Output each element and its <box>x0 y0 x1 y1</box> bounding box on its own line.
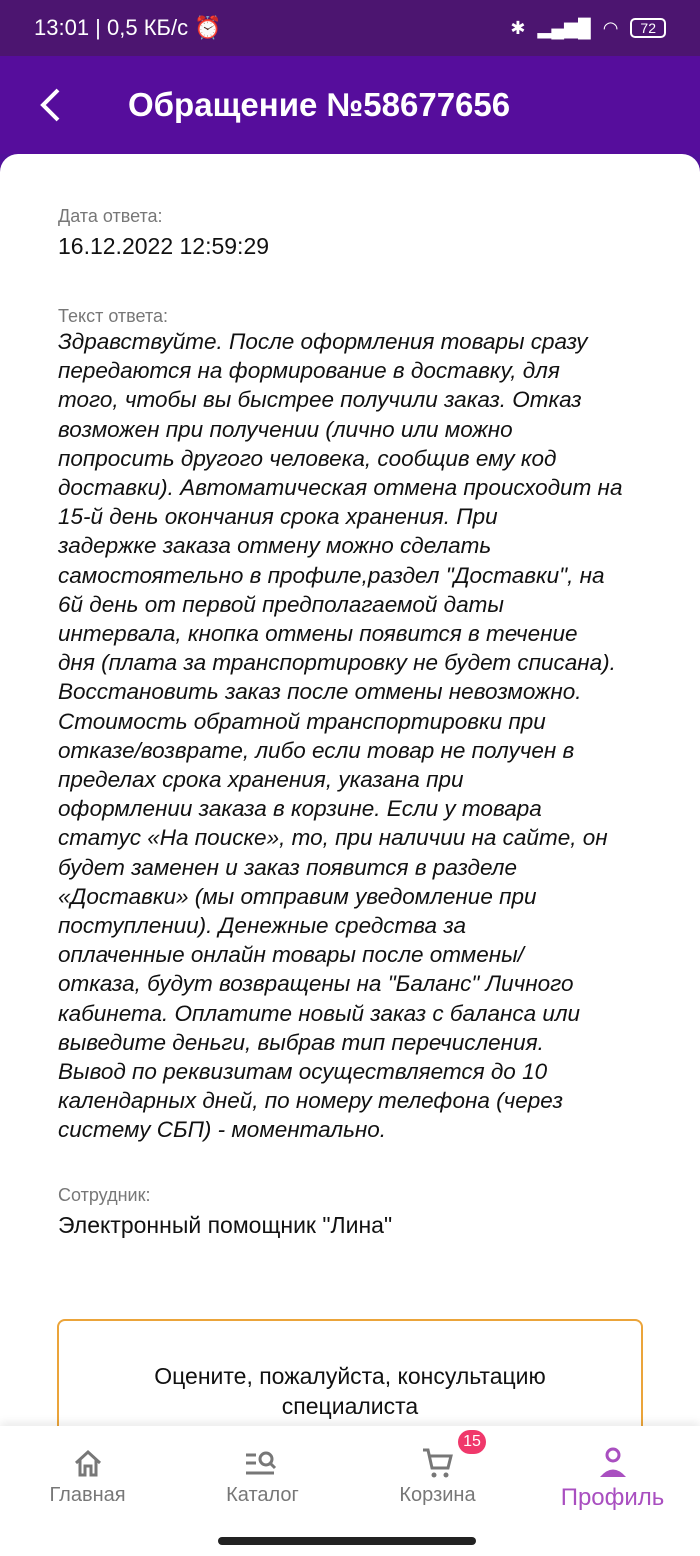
answer-text <box>58 327 642 1145</box>
rating-prompt: Оцените, пожалуйста, консультацию <box>154 1363 546 1389</box>
answer-text-line: Стоимость обратной транспортировки при <box>58 708 546 734</box>
answer-text-line: 15-й день окончания срока хранения. При <box>58 504 498 530</box>
nav-profile[interactable] <box>525 1426 700 1556</box>
rating-prompt-2: специалиста <box>281 1393 419 1419</box>
answer-text-line: Вывод по реквизитам осуществляется до 10 <box>58 1059 548 1085</box>
answer-text-line: того, чтобы вы быстрее получили заказ. Отказ <box>58 387 582 413</box>
answer-text-line: отказа, будут возвращены на "Баланс" Личного <box>58 971 574 997</box>
network-speed: 0,5 КБ/с <box>107 15 189 40</box>
answer-text-line: будет заменен и заказ появится в разделе <box>58 854 517 880</box>
back-icon[interactable] <box>38 87 68 123</box>
answer-text-line: интервала, кнопка отмены появится в течение <box>58 621 578 647</box>
answer-date-value: 16.12.2022 12:59:29 <box>58 233 270 259</box>
answer-text-line: возможен при получении (лично или можно <box>58 416 513 442</box>
profile-icon <box>525 1442 700 1484</box>
answer-date-label: Дата ответа: <box>58 206 163 226</box>
answer-text-line: задержке заказа отмену можно сделать <box>58 533 492 559</box>
cart-icon <box>350 1442 525 1484</box>
answer-text-line: пределах срока хранения, указана при <box>58 767 464 793</box>
signal-icon: ▂▄▆█ <box>537 17 591 38</box>
answer-text-label: Текст ответа: <box>58 306 169 326</box>
wifi-icon: ◠ <box>602 17 619 38</box>
home-icon <box>0 1442 175 1484</box>
answer-text-line: 6й день от первой предполагаемой даты <box>58 591 504 617</box>
nav-catalog-label: Каталог <box>226 1484 299 1506</box>
status-bar: 13:01 | 0,5 КБ/с ⏰ ✱ ▂▄▆█ ◠ 72 <box>0 0 700 56</box>
bluetooth-icon: ✱ <box>510 17 526 38</box>
answer-text-line: Восстановить заказ после отмены невозможно. <box>58 679 582 705</box>
answer-text-line: статус «На поиске», то, при наличии на сайте, он <box>58 825 608 851</box>
answer-text-line: передаются на формирование в доставку, для <box>58 358 560 384</box>
answer-text-line: дня (плата за транспортировку не будет списана). <box>58 650 616 676</box>
employee-label: Сотрудник: <box>58 1184 151 1205</box>
answer-text-line: «Доставки» (мы отправим уведомление при <box>58 883 537 909</box>
employee-value: Электронный помощник "Лина" <box>58 1211 393 1238</box>
home-indicator[interactable] <box>218 1537 476 1545</box>
nav-profile-label: Профиль <box>560 1484 665 1511</box>
app-bar <box>0 56 700 154</box>
ticket-card <box>0 154 700 1426</box>
answer-text-line: выведите деньги, выбрав тип перечисления. <box>58 1029 544 1055</box>
catalog-search-icon <box>175 1442 350 1484</box>
answer-text-line: доставки). Автоматическая отмена происходит на <box>58 475 623 501</box>
status-time: 13:01 <box>34 15 90 40</box>
cart-badge: 15 <box>458 1430 486 1454</box>
answer-text-line: Здравствуйте. После оформления товары сразу <box>58 329 588 354</box>
rating-box[interactable] <box>57 1319 643 1426</box>
answer-text-line: кабинета. Оплатите новый заказ с баланса или <box>58 1000 581 1026</box>
answer-text-line: поступлении). Денежные средства за <box>58 913 466 939</box>
answer-text-line: оформлении заказа в корзине. Если у товара <box>58 796 542 822</box>
nav-home-label: Главная <box>49 1484 126 1506</box>
battery-icon: 72 <box>630 18 666 38</box>
answer-text-line: самостоятельно в профиле,раздел "Доставки", на <box>58 562 605 588</box>
page-title: Обращение №58677656 <box>128 86 511 123</box>
answer-text-line: попросить другого человека, сообщив ему код <box>58 445 557 471</box>
answer-text-line: календарных дней, по номеру телефона (через <box>58 1088 564 1114</box>
nav-cart-label: Корзина <box>399 1484 476 1506</box>
answer-text-line: систему СБП) - моментально. <box>58 1117 387 1143</box>
nav-home[interactable] <box>0 1426 175 1556</box>
alarm-icon: ⏰ <box>194 15 222 40</box>
answer-text-line: оплаченные онлайн товары после отмены/ <box>58 942 524 968</box>
answer-text-line: отказе/возврате, либо если товар не получен в <box>58 737 575 763</box>
